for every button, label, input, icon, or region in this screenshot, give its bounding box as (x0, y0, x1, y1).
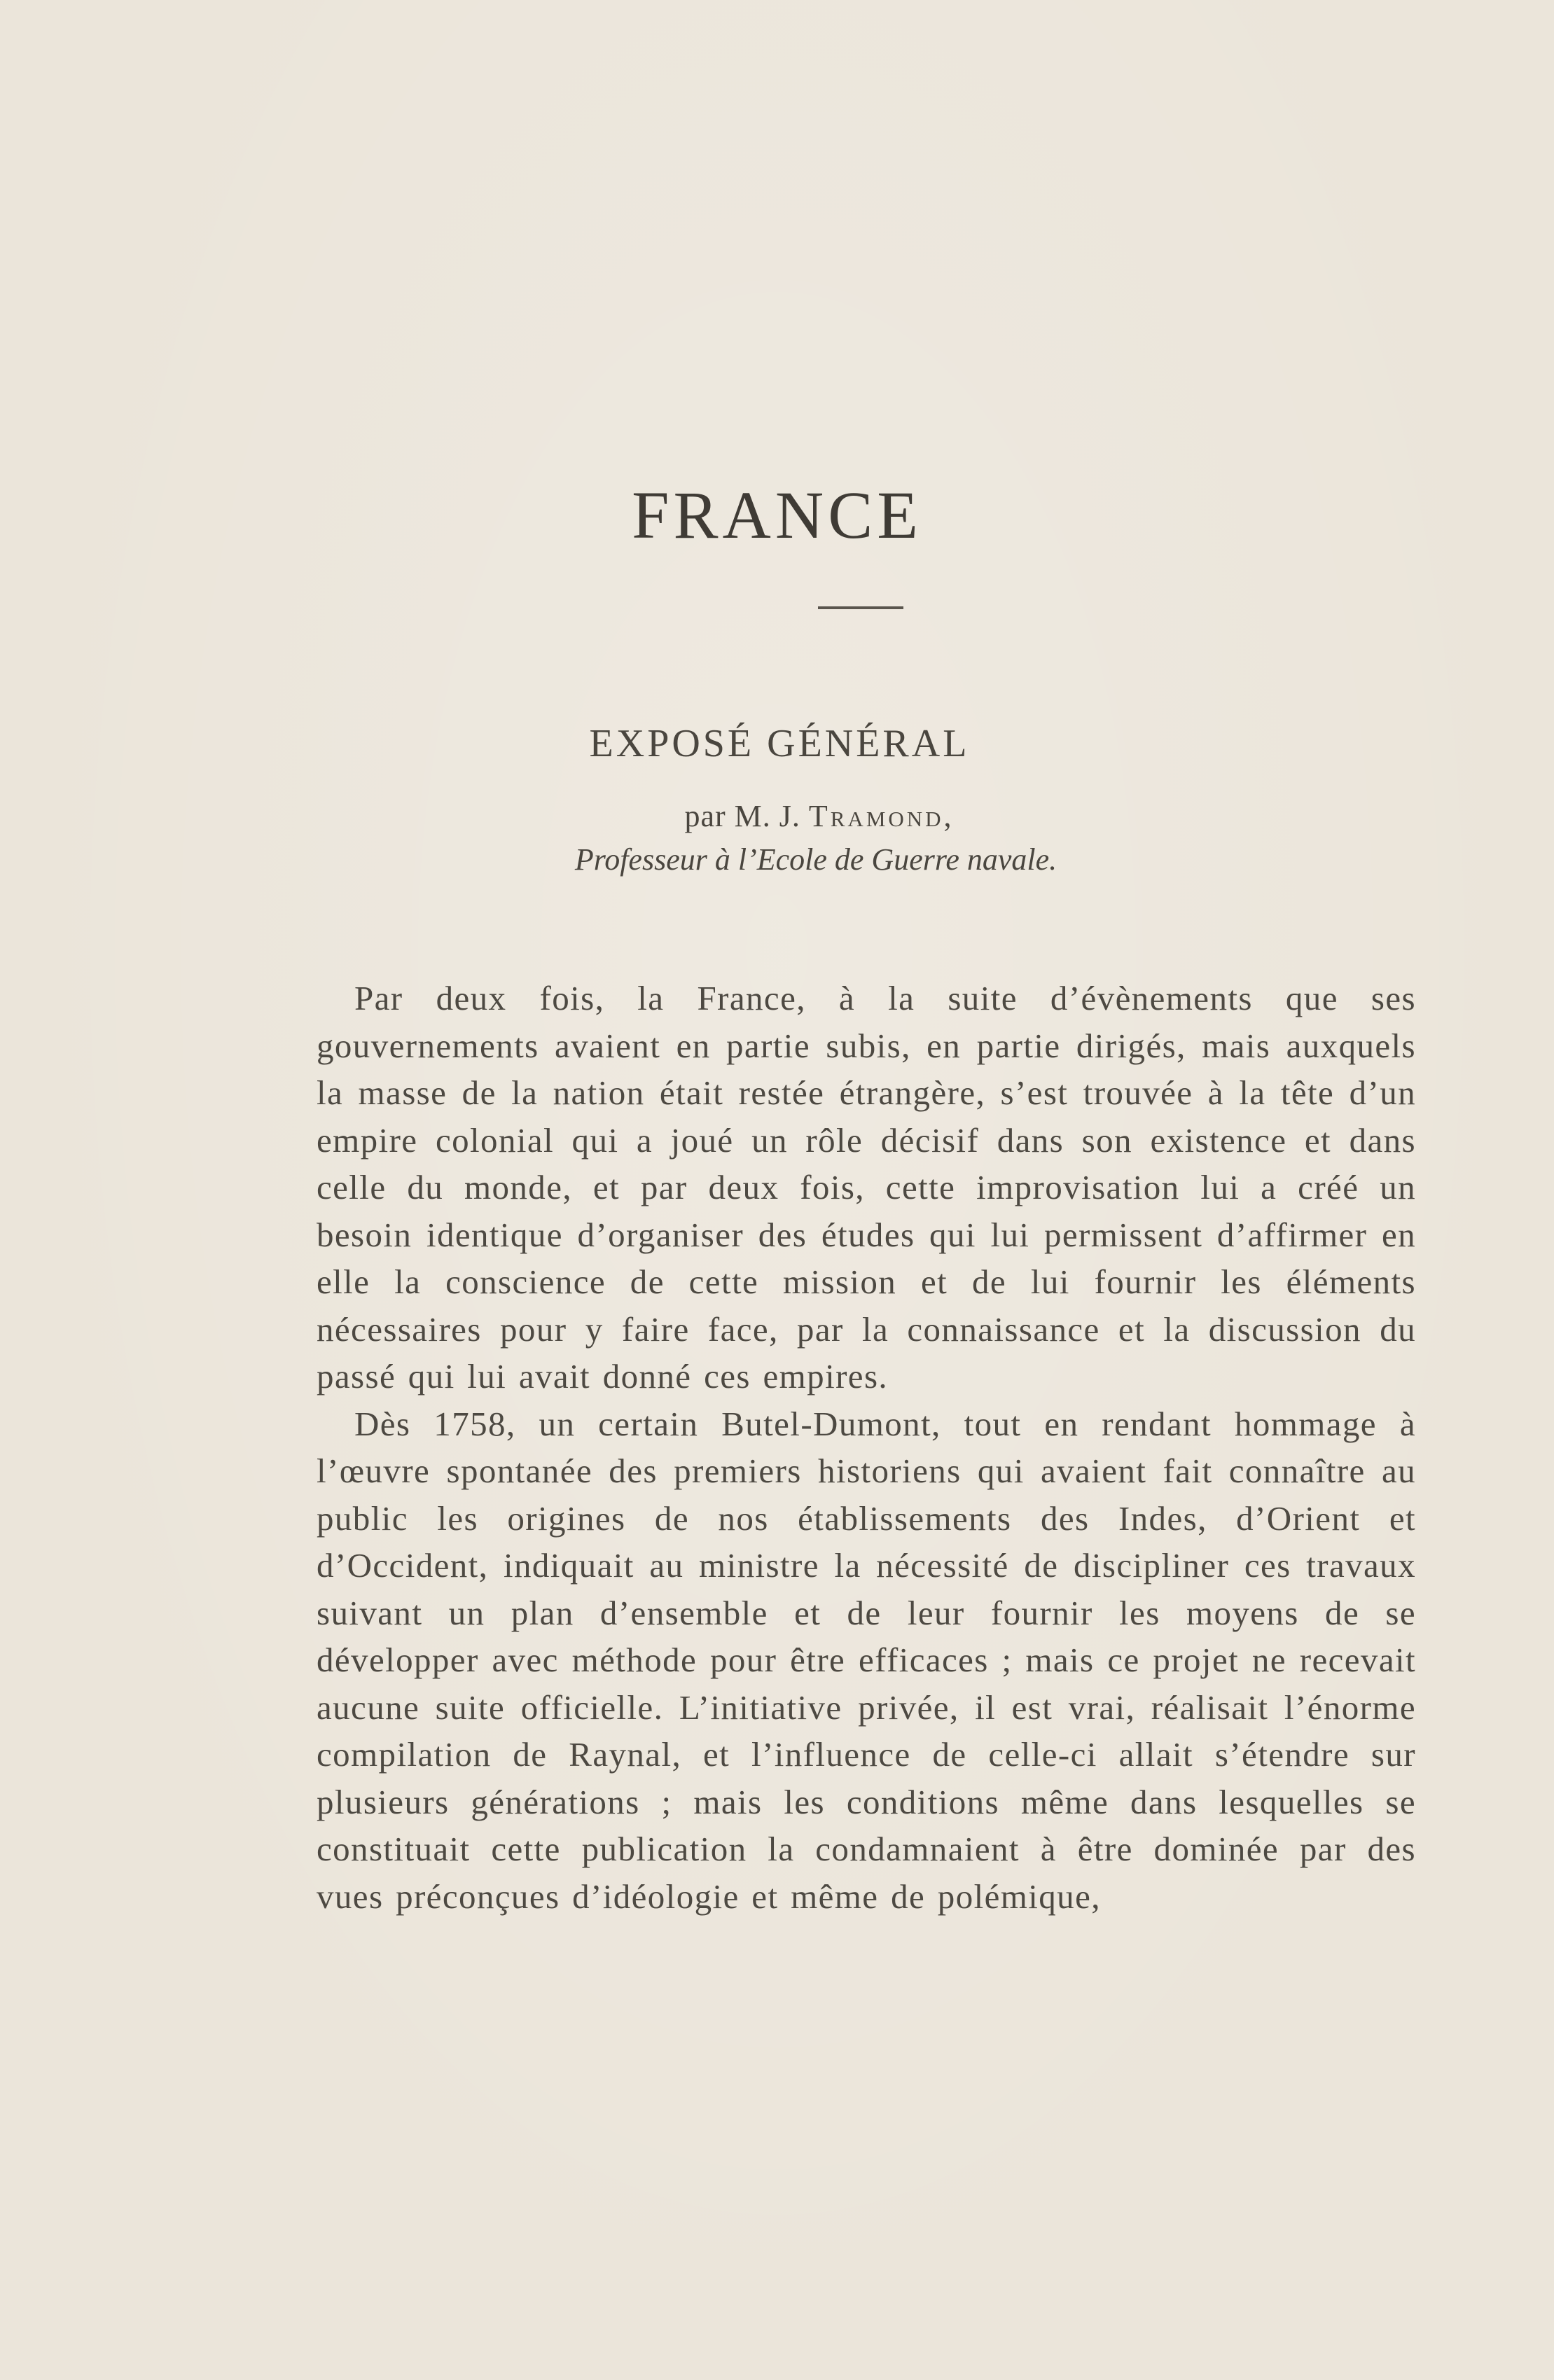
author-affiliation: Professeur à l’Ecole de Guerre navale. (574, 842, 1057, 877)
author-byline (0, 798, 1554, 834)
author-name: Tramond, (808, 799, 955, 833)
page-title: FRANCE (632, 478, 922, 552)
paragraph-2: Dès 1758, un certain Butel-Dumont, tout en rendant hommage à l’œuvre spontanée des premiers historiens qui avaient fait connaître au public les origines de nos établissements des Indes, d’Orient et d’Occident, indiquait au ministre la nécessité de discipliner ces travaux suivant un plan d’ensemble et de leur fournir les moyens de se développer avec méthode pour être efficaces ; mais ce projet ne recevait aucune suite officielle. L’initiative privée, il est vrai, réalisait l’énorme compilation de Raynal, et l’influence de celle-ci allait s’étendre sur plusieurs générations ; mais les conditions même dans lesquelles se constituait cette publication la condamnaient à être dominée par des vues préconçues d’idéologie et même de polémique, (317, 1404, 1416, 1916)
byline-prefix: par M. J. (684, 799, 800, 833)
body-text (317, 975, 1416, 1920)
paragraph-1: Par deux fois, la France, à la suite d’évènements que ses gouvernements avaient en partie subis, en partie dirigés, mais auxquels la masse de la nation était restée étrangère, s’est trouvée à la tête d’un empire colonial qui a joué un rôle décisif dans son existence et dans celle du monde, et par deux fois, cette improvisation lui a créé un besoin identique d’organiser des études qui lui permissent d’affirmer en elle la conscience de cette mission et de lui fournir les éléments nécessaires pour y faire face, par la connaissance et la discussion du passé qui lui avait donné ces empires. (317, 979, 1416, 1396)
section-subtitle: EXPOSÉ GÉNÉRAL (589, 722, 970, 765)
title-divider (818, 606, 903, 609)
